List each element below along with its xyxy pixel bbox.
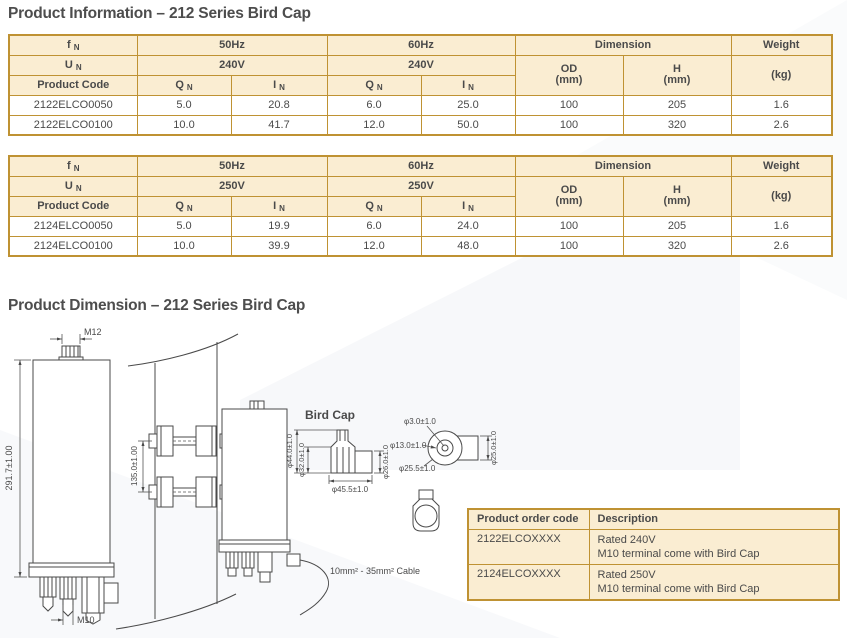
f-label: f <box>67 39 71 52</box>
cell-od: 100 <box>515 216 623 236</box>
subscript-n: N <box>468 204 474 213</box>
dim-label-44: φ44.0±1.0 <box>285 433 294 469</box>
cell-i60: 24.0 <box>421 216 515 236</box>
subscript-n: N <box>279 83 285 92</box>
dimension-header-cell: Dimension <box>515 156 731 176</box>
subscript-n: N <box>186 204 193 213</box>
cell-h: 205 <box>623 95 731 115</box>
freq-60hz-cell: 60Hz <box>327 35 515 55</box>
table-row <box>9 236 832 256</box>
order-code-cell: 2122ELCOXXXX <box>468 529 589 564</box>
dim-label-45-5: φ45.5±1.0 <box>331 485 369 494</box>
u-label-cell <box>9 176 137 196</box>
table-row <box>9 216 832 236</box>
h-header-cell <box>623 55 731 95</box>
cell-kg: 1.6 <box>731 216 832 236</box>
table-row <box>9 55 832 75</box>
cell-i60: 48.0 <box>421 236 515 256</box>
dim-label-25-5: φ25.5±1.0 <box>399 464 436 473</box>
description-cell <box>589 529 839 564</box>
voltage-50hz-cell: 240V <box>137 55 327 75</box>
qn-header-cell <box>327 196 421 216</box>
in-header-cell <box>231 196 327 216</box>
subscript-n: N <box>186 83 193 92</box>
description-line: Rated 240V <box>597 533 656 546</box>
cell-od: 100 <box>515 95 623 115</box>
qn-header-cell <box>137 75 231 95</box>
h-label: H <box>673 63 681 75</box>
cell-kg: 2.6 <box>731 236 832 256</box>
q-label: Q <box>365 200 374 212</box>
od-unit: (mm) <box>555 195 583 207</box>
f-label: f <box>67 160 71 173</box>
cell-i50: 19.9 <box>231 216 327 236</box>
u-label: U <box>64 180 73 192</box>
voltage-60hz-cell: 240V <box>327 55 515 75</box>
spec-table-250v <box>8 155 833 257</box>
i-label: I <box>462 200 466 212</box>
order-code-cell: 2124ELCOXXXX <box>468 564 589 600</box>
q-label: Q <box>175 200 184 212</box>
description-header-cell: Description <box>589 509 839 529</box>
dim-label-3: φ3.0±1.0 <box>404 417 436 426</box>
cell-h: 205 <box>623 216 731 236</box>
cell-q60: 6.0 <box>327 216 421 236</box>
kg-header-cell: (kg) <box>731 55 832 95</box>
subscript-n: N <box>73 164 80 174</box>
q-label: Q <box>365 79 374 91</box>
description-line: Rated 250V <box>597 568 656 581</box>
cell-code: 2124ELCO0100 <box>9 236 137 256</box>
bird-cap-label: Bird Cap <box>305 408 356 422</box>
spec-table-240v <box>8 34 833 136</box>
table-row <box>9 95 832 115</box>
freq-50hz-cell: 50Hz <box>137 156 327 176</box>
capacitor-front-view <box>4 327 118 625</box>
cell-q50: 5.0 <box>137 95 231 115</box>
order-code-table <box>467 508 840 601</box>
order-code-header-cell: Product order code <box>468 509 589 529</box>
dim-label-13: φ13.0±1.0 <box>390 441 427 450</box>
qn-header-cell <box>327 75 421 95</box>
dim-label-m10: M10 <box>77 615 95 625</box>
cell-i60: 50.0 <box>421 115 515 135</box>
i-label: I <box>273 200 277 212</box>
cell-code: 2122ELCO0100 <box>9 115 137 135</box>
f-label-cell <box>9 35 137 55</box>
cell-h: 320 <box>623 236 731 256</box>
subscript-n: N <box>73 43 80 53</box>
cell-i50: 39.9 <box>231 236 327 256</box>
cell-q60: 12.0 <box>327 115 421 135</box>
weight-header-cell: Weight <box>731 156 832 176</box>
table-row <box>9 115 832 135</box>
i-label: I <box>273 79 277 91</box>
u-label: U <box>64 59 73 71</box>
cell-kg: 2.6 <box>731 115 832 135</box>
od-label: OD <box>560 63 578 75</box>
table-row <box>468 529 839 564</box>
cell-i50: 41.7 <box>231 115 327 135</box>
weight-header-cell: Weight <box>731 35 832 55</box>
f-label-cell <box>9 156 137 176</box>
description-cell <box>589 564 839 600</box>
i-label: I <box>462 79 466 91</box>
table-row <box>9 176 832 196</box>
qn-header-cell <box>137 196 231 216</box>
in-header-cell <box>421 196 515 216</box>
subscript-n: N <box>376 83 383 92</box>
description-line: M10 terminal come with Bird Cap <box>597 582 760 595</box>
subscript-n: N <box>376 204 383 213</box>
in-header-cell <box>231 75 327 95</box>
cell-q50: 10.0 <box>137 115 231 135</box>
subscript-n: N <box>468 83 474 92</box>
voltage-60hz-cell: 250V <box>327 176 515 196</box>
table-row <box>468 509 839 529</box>
h-unit: (mm) <box>663 195 691 207</box>
table-row <box>9 35 832 55</box>
subscript-n: N <box>75 184 82 193</box>
voltage-50hz-cell: 250V <box>137 176 327 196</box>
od-header-cell <box>515 176 623 216</box>
cell-i60: 25.0 <box>421 95 515 115</box>
subscript-n: N <box>279 204 285 213</box>
h-header-cell <box>623 176 731 216</box>
cell-kg: 1.6 <box>731 95 832 115</box>
cell-q60: 6.0 <box>327 95 421 115</box>
cell-q50: 5.0 <box>137 216 231 236</box>
in-header-cell <box>421 75 515 95</box>
dim-label-26: φ26.0±1.0 <box>381 444 390 480</box>
cable-label: 10mm² - 35mm² Cable <box>330 566 421 576</box>
u-label-cell <box>9 55 137 75</box>
cell-h: 320 <box>623 115 731 135</box>
section-title-product-information: Product Information – 212 Series Bird Cap <box>8 5 311 22</box>
cell-od: 100 <box>515 236 623 256</box>
cell-code: 2124ELCO0050 <box>9 216 137 236</box>
cell-od: 100 <box>515 115 623 135</box>
dim-label-height: 291.7±1.00 <box>4 445 14 491</box>
pole-mount-side-view <box>116 334 420 629</box>
cell-i50: 20.8 <box>231 95 327 115</box>
freq-60hz-cell: 60Hz <box>327 156 515 176</box>
product-code-header-cell: Product Code <box>9 196 137 216</box>
product-code-header-cell: Product Code <box>9 75 137 95</box>
od-unit: (mm) <box>555 74 583 86</box>
q-label: Q <box>175 79 184 91</box>
cell-q60: 12.0 <box>327 236 421 256</box>
cell-code: 2122ELCO0050 <box>9 95 137 115</box>
description-line: M10 terminal come with Bird Cap <box>597 547 760 560</box>
od-label: OD <box>560 184 578 196</box>
cell-q50: 10.0 <box>137 236 231 256</box>
dim-label-25: φ25.0±1.0 <box>489 430 498 466</box>
kg-header-cell: (kg) <box>731 176 832 216</box>
od-header-cell <box>515 55 623 95</box>
h-label: H <box>673 184 681 196</box>
subscript-n: N <box>75 63 82 72</box>
dim-label-m12: M12 <box>84 327 102 337</box>
freq-50hz-cell: 50Hz <box>137 35 327 55</box>
dim-label-32: φ32.0±1.0 <box>297 442 306 478</box>
table-row <box>468 564 839 600</box>
table-row <box>9 156 832 176</box>
section-title-product-dimension: Product Dimension – 212 Series Bird Cap <box>8 297 306 314</box>
dimension-header-cell: Dimension <box>515 35 731 55</box>
h-unit: (mm) <box>663 74 691 86</box>
dim-label-bracket: 135.0±1.00 <box>130 446 139 486</box>
